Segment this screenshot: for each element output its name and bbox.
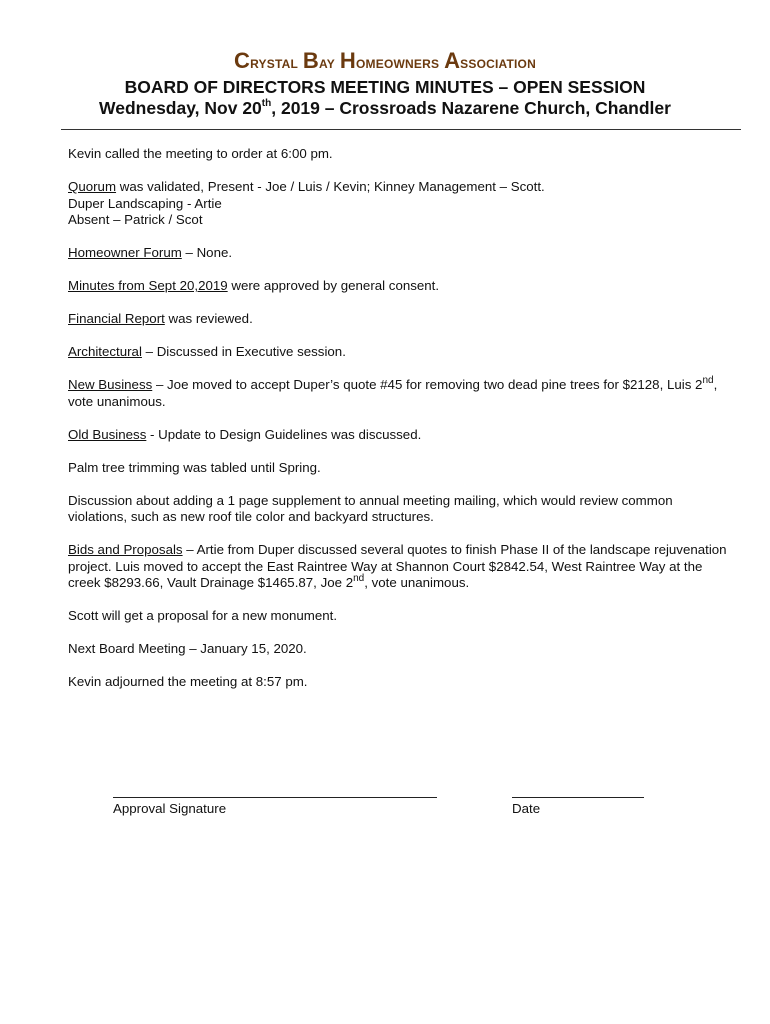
- prior-minutes-text: were approved by general consent.: [227, 278, 440, 294]
- approval-signature-line[interactable]: [113, 797, 437, 798]
- date-line-pre: Wednesday, Nov 20: [99, 98, 262, 118]
- association-title: [0, 48, 770, 74]
- new-business-heading: New Business: [68, 377, 153, 393]
- date-signature-line[interactable]: [512, 797, 644, 798]
- bids-sup: nd: [353, 572, 365, 584]
- prior-minutes-section: [68, 278, 728, 295]
- old-business-section: [68, 427, 728, 444]
- financial-heading: Financial Report: [68, 311, 165, 327]
- date-line-sup: th: [261, 98, 272, 110]
- financial-section: [68, 311, 728, 328]
- document-subtitle: BOARD OF DIRECTORS MEETING MINUTES – OPEN SESSION: [124, 77, 646, 97]
- monument-note: Scott will get a proposal for a new monument.: [68, 608, 338, 624]
- homeowner-forum-heading: Homeowner Forum: [68, 245, 182, 261]
- next-meeting-note: Next Board Meeting – January 15, 2020.: [68, 641, 307, 657]
- bids-heading: Bids and Proposals: [68, 542, 183, 558]
- architectural-section: [68, 344, 728, 361]
- absent-list: Absent – Patrick / Scot: [68, 212, 203, 228]
- bids-section: [68, 542, 728, 592]
- date-label: Date: [512, 801, 541, 816]
- old-business-heading: Old Business: [68, 426, 147, 442]
- architectural-text: – Discussed in Executive session.: [141, 344, 346, 360]
- architectural-heading: Architectural: [68, 344, 142, 360]
- old-business-text: - Update to Design Guidelines was discussed.: [146, 426, 422, 442]
- approval-signature-label: Approval Signature: [113, 801, 227, 816]
- new-business-section: [68, 374, 728, 410]
- title-initial: H: [339, 48, 357, 73]
- title-rest: ay: [319, 53, 340, 72]
- quorum-section: [68, 179, 728, 229]
- new-business-sup: nd: [702, 374, 714, 386]
- meeting-date-line: [0, 98, 770, 119]
- homeowner-forum-section: [68, 245, 728, 262]
- palm-tree-note: Palm tree trimming was tabled until Spring.: [68, 459, 321, 475]
- financial-text: was reviewed.: [164, 311, 253, 327]
- landscaping-attendee: Duper Landscaping - Artie: [68, 195, 222, 211]
- supplement-discussion: Discussion about adding a 1 page supplement to annual meeting mailing, which would review common violations, such as new roof tile color and backyard structures.: [68, 492, 673, 525]
- title-rest: rystal: [250, 53, 303, 72]
- adjournment-note: Kevin adjourned the meeting at 8:57 pm.: [68, 674, 308, 690]
- bids-text-end: , vote unanimous.: [364, 575, 470, 591]
- new-business-text: – Joe moved to accept Duper’s quote #45 for removing two dead pine trees for $2128, Luis 2: [152, 377, 703, 393]
- new-business-text-end: , vote unanimous.: [68, 377, 718, 409]
- title-initial: B: [302, 48, 320, 73]
- date-line-post: , 2019 – Crossroads Nazarene Church, Chandler: [271, 98, 671, 118]
- title-initial: C: [234, 48, 251, 73]
- homeowner-forum-text: – None.: [181, 245, 233, 261]
- minutes-body: [68, 146, 728, 707]
- call-to-order: Kevin called the meeting to order at 6:00 pm.: [68, 146, 333, 161]
- quorum-text: was validated, Present - Joe / Luis / Kevin; Kinney Management – Scott.: [116, 178, 545, 194]
- title-rest: ssociation: [460, 53, 536, 72]
- quorum-heading: Quorum: [68, 178, 117, 194]
- title-rest: omeowners: [356, 53, 445, 72]
- header-divider: [61, 129, 741, 130]
- prior-minutes-heading: Minutes from Sept 20,2019: [68, 278, 228, 294]
- title-initial: A: [444, 48, 461, 73]
- bids-text: – Artie from Duper discussed several quotes to finish Phase II of the landscape rejuvenation project. Luis moved to accept the East Raintree Way at Shannon Court $2842.54, West Raintree Way at the creek $8293.66, Vault Drainage $1465.87, Joe 2: [68, 542, 727, 591]
